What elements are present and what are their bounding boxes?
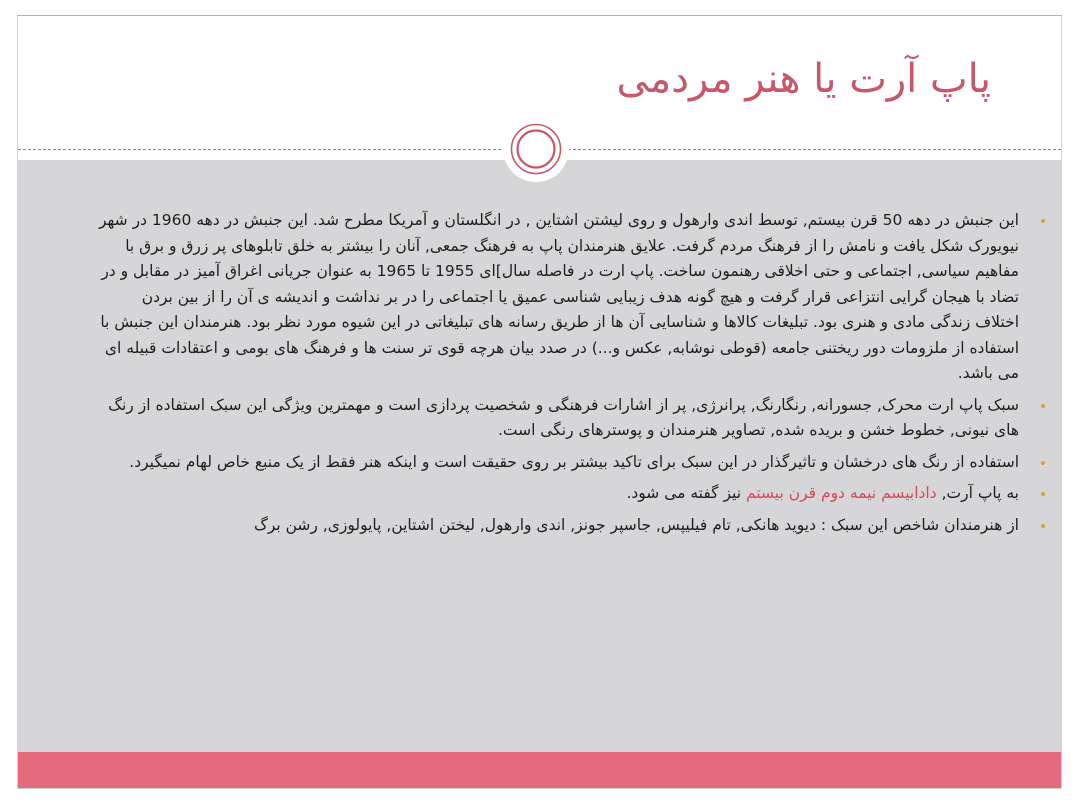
bullet-item-history <box>96 208 1031 387</box>
bottom-band <box>18 752 1061 788</box>
bullet-item-colors <box>96 450 1031 476</box>
bullet-marker-icon <box>1041 492 1045 496</box>
bullet-marker-icon <box>1041 461 1045 465</box>
bullet-text: سبک پاپ ارت محرک, جسورانه, رنگارنگ, پرانرژی, پر از اشارات فرهنگی و شخصیت پردازی است و مهمترین ویژگی این سبک استفاده از رنگ های نیونی, خطوط خشن و بریده شده, تصاویر هنرمندان و پوسترهای رنگی است. <box>108 395 1019 439</box>
bullet-item-characteristics <box>96 393 1031 444</box>
bullet-text-suffix: نیز گفته می شود. <box>626 484 742 502</box>
bullet-text-prefix: به پاپ آرت, <box>941 484 1019 502</box>
bullet-highlight-text: دادابیسم نیمه دوم قرن بیستم <box>745 484 937 502</box>
slide-title: پاپ آرت یا هنر مردمی <box>616 56 991 102</box>
bullet-marker-icon <box>1041 219 1045 223</box>
bullet-text: استفاده از رنگ های درخشان و تاثیرگذار در این سبک برای تاکید بیشتر بر روی حقیقت است و اینکه هنر فقط از یک منبع خاص لهام نمیگیرد. <box>129 452 1019 471</box>
bullet-text: از هنرمندان شاخص این سبک : دیوید هانکی, تام فیلیپس, جاسپر جونز, اندی وارهول, لیختن اشتاین, پایولوزی, رشن برگ <box>253 515 1019 534</box>
bullet-list <box>96 208 1031 544</box>
bullet-marker-icon <box>1041 404 1045 408</box>
bullet-text: این جنبش در دهه 50 قرن بیستم, توسط اندی وارهول و روی لیشتن اشتاین , در انگلستان و آمریکا مطرح شد. این جنبش در دهه 1960 در شهر نیویورک شکل یافت و نامش را از فرهنگ مردم گرفت. علایق هنرمندان پاپ به فرهنگ جمعی, آنان را بیشتر به خلق تابلوهای پر زرق و برق با مفاهیم سیاسی, اجتماعی و حتی اخلاقی رهنمون ساخت. پاپ ارت در فاصله سال]ای 1955 تا 1965 به عنوان جریانی اغراق آمیز در مقابل و در تضاد با هیجان گرایی انتزاعی قرار گرفت و هیچ گونه هدف زیبایی شناسی عمیق یا اجتماعی را در بر نداشت و اندیشه ی آن را از بین بردن اختلاف زندگی مادی و هنری بود. تبلیغات کالاها و شناسایی آن ها از طریق رسانه های تبلیغاتی در این شیوه مورد نظر بود. هنرمندان این جنبش با استفاده از ملزومات دور ریختنی جامعه (قوطی نوشابه, عکس و...) در صدد بیان هرچه قوی تر سنت ها و فرهنگ های بومی و اعتقادات قبیله ای می باشد. <box>98 211 1019 382</box>
bullet-item-alias <box>96 481 1031 507</box>
double-circle-ornament-icon <box>509 122 563 176</box>
bullet-marker-icon <box>1041 524 1045 528</box>
bullet-item-artists <box>96 513 1031 539</box>
